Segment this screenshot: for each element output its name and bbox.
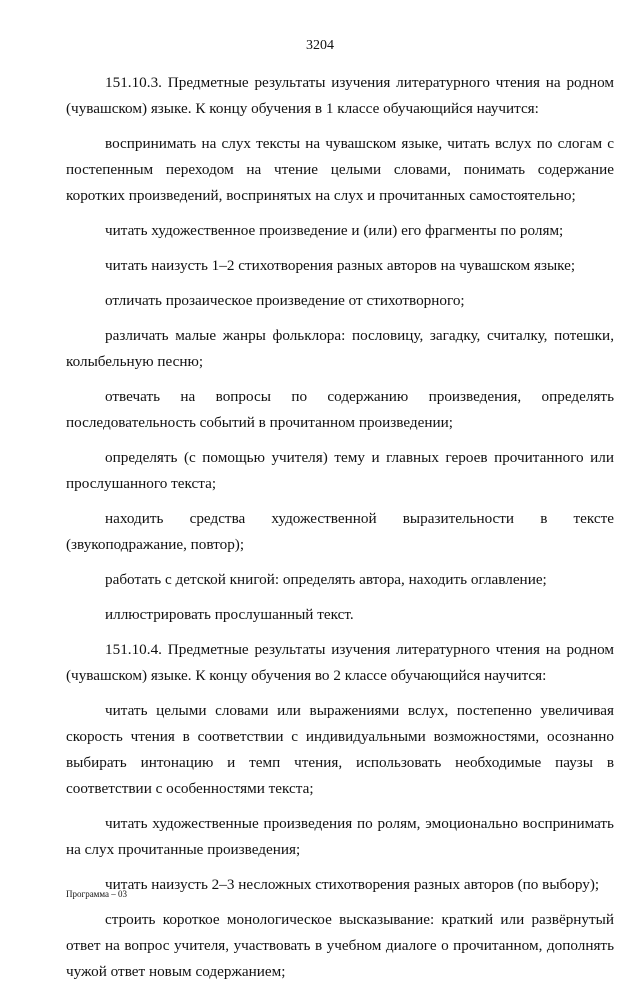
paragraph: определять (с помощью учителя) тему и главных героев прочитанного или прослушанного текста; [66, 449, 614, 492]
paragraph: работать с детской книгой: определять автора, находить оглавление; [105, 571, 547, 588]
paragraph: строить короткое монологическое высказывание: краткий или развёрнутый ответ на вопрос учителя, участвовать в учебном диалоге о прочитанном, дополнять чужой ответ новым содержанием; [66, 911, 614, 980]
paragraph: иллюстрировать прослушанный текст. [105, 606, 354, 623]
paragraph: читать художественные произведения по ролям, эмоционально воспринимать на слух прочитанные произведения; [66, 815, 614, 858]
page-number: 3204 [306, 38, 334, 53]
document-body [66, 70, 614, 994]
paragraph: отвечать на вопросы по содержанию произведения, определять последовательность событий в прочитанном произведении; [66, 388, 614, 431]
paragraph: читать художественное произведение и (или) его фрагменты по ролям; [105, 222, 564, 239]
paragraph: читать наизусть 1–2 стихотворения разных авторов на чувашском языке; [105, 257, 576, 274]
paragraph: различать малые жанры фольклора: пословицу, загадку, считалку, потешки, колыбельную песню; [66, 327, 614, 370]
footer-label: Программа – 03 [66, 889, 128, 899]
paragraph: читать наизусть 2–3 несложных стихотворения разных авторов (по выбору); [105, 876, 600, 893]
paragraph-section-151-10-3: 151.10.3. Предметные результаты изучения литературного чтения на родном (чувашском) языке. К концу обучения в 1 классе обучающийся научится: [66, 74, 614, 117]
paragraph: читать целыми словами или выражениями вслух, постепенно увеличивая скорость чтения в соответствии с индивидуальными возможностями, осознанно выбирать интонацию и темп чтения, использовать необходимые паузы в соответствии с особенностями текста; [66, 702, 614, 797]
paragraph: находить средства художественной выразительности в тексте (звукоподражание, повтор); [66, 510, 614, 553]
paragraph-section-151-10-4: 151.10.4. Предметные результаты изучения литературного чтения на родном (чувашском) языке. К концу обучения во 2 классе обучающийся научится: [66, 641, 614, 684]
paragraph: отличать прозаическое произведение от стихотворного; [105, 292, 465, 309]
paragraph: воспринимать на слух тексты на чувашском языке, читать вслух по слогам с постепенным переходом на чтение целыми словами, понимать содержание коротких произведений, воспринятых на слух и прочитанных самостоятельно; [66, 135, 614, 204]
